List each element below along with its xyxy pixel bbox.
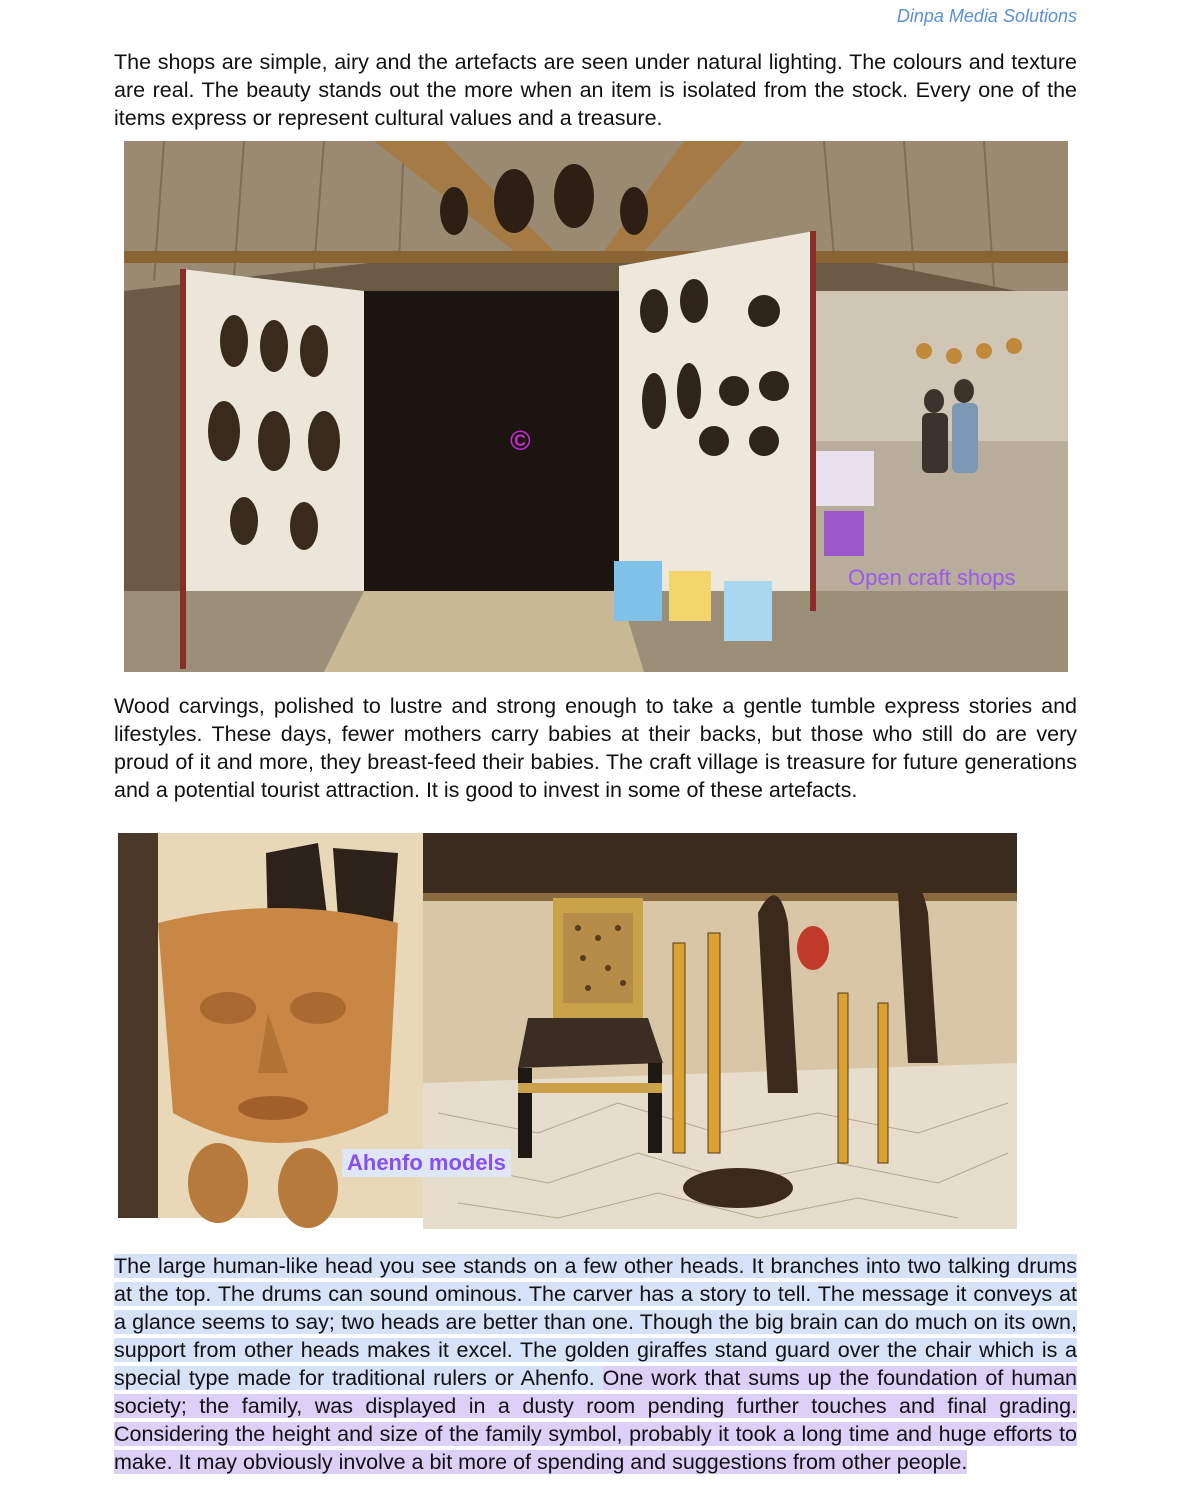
photo-ahenfo-models-caption: Ahenfo models bbox=[342, 1149, 511, 1177]
highlight-purple-text: One work that sums up the foundation of human society; the family, was displayed in a dusty room pending further touches and final grading. Considering the height and size of the family symbol, probably it took a long time and huge efforts to make. It may obviously involve a bit more of spending and suggestions from other people. bbox=[114, 1366, 1077, 1474]
paragraph-wood-carvings: Wood carvings, polished to lustre and strong enough to take a gentle tumble express stories and lifestyles. These days, fewer mothers carry babies at their backs, but those who still do are very proud of it and more, they breast-feed their babies. The craft village is treasure for future generations and a potential tourist attraction. It is good to invest in some of these artefacts. bbox=[114, 694, 1077, 802]
highlight-blue-text: The large human-like head you see stands on a few other heads. It branches into two talking drums at the top. The drums can sound ominous. The carver has a story to tell. The message it conveys at a glance seems to say; two heads are better than one. Though the big brain can do much on its own, support from other heads makes it excel. The golden giraffes stand guard over the chair which is a special type made for traditional rulers or Ahenfo. bbox=[114, 1254, 1077, 1390]
highlight-gap bbox=[595, 1366, 603, 1390]
photo-ahenfo-models-illustration bbox=[118, 833, 1017, 1251]
photo-craft-shops-illustration bbox=[124, 141, 1068, 672]
paragraph-intro: The shops are simple, airy and the artefacts are seen under natural lighting. The colours and texture are real. The beauty stands out the more when an item is isolated from the stock. Every one of the items express or represent cultural values and a treasure. bbox=[114, 50, 1077, 130]
paragraph-human-head bbox=[114, 1252, 1077, 1476]
header-company: Dinpa Media Solutions bbox=[896, 6, 1077, 26]
copyright-mark: © bbox=[510, 425, 531, 456]
photo-craft-shops-caption: Open craft shops bbox=[848, 565, 1016, 590]
photo-ahenfo-models bbox=[118, 833, 1017, 1251]
photo-craft-shops bbox=[124, 141, 1068, 672]
